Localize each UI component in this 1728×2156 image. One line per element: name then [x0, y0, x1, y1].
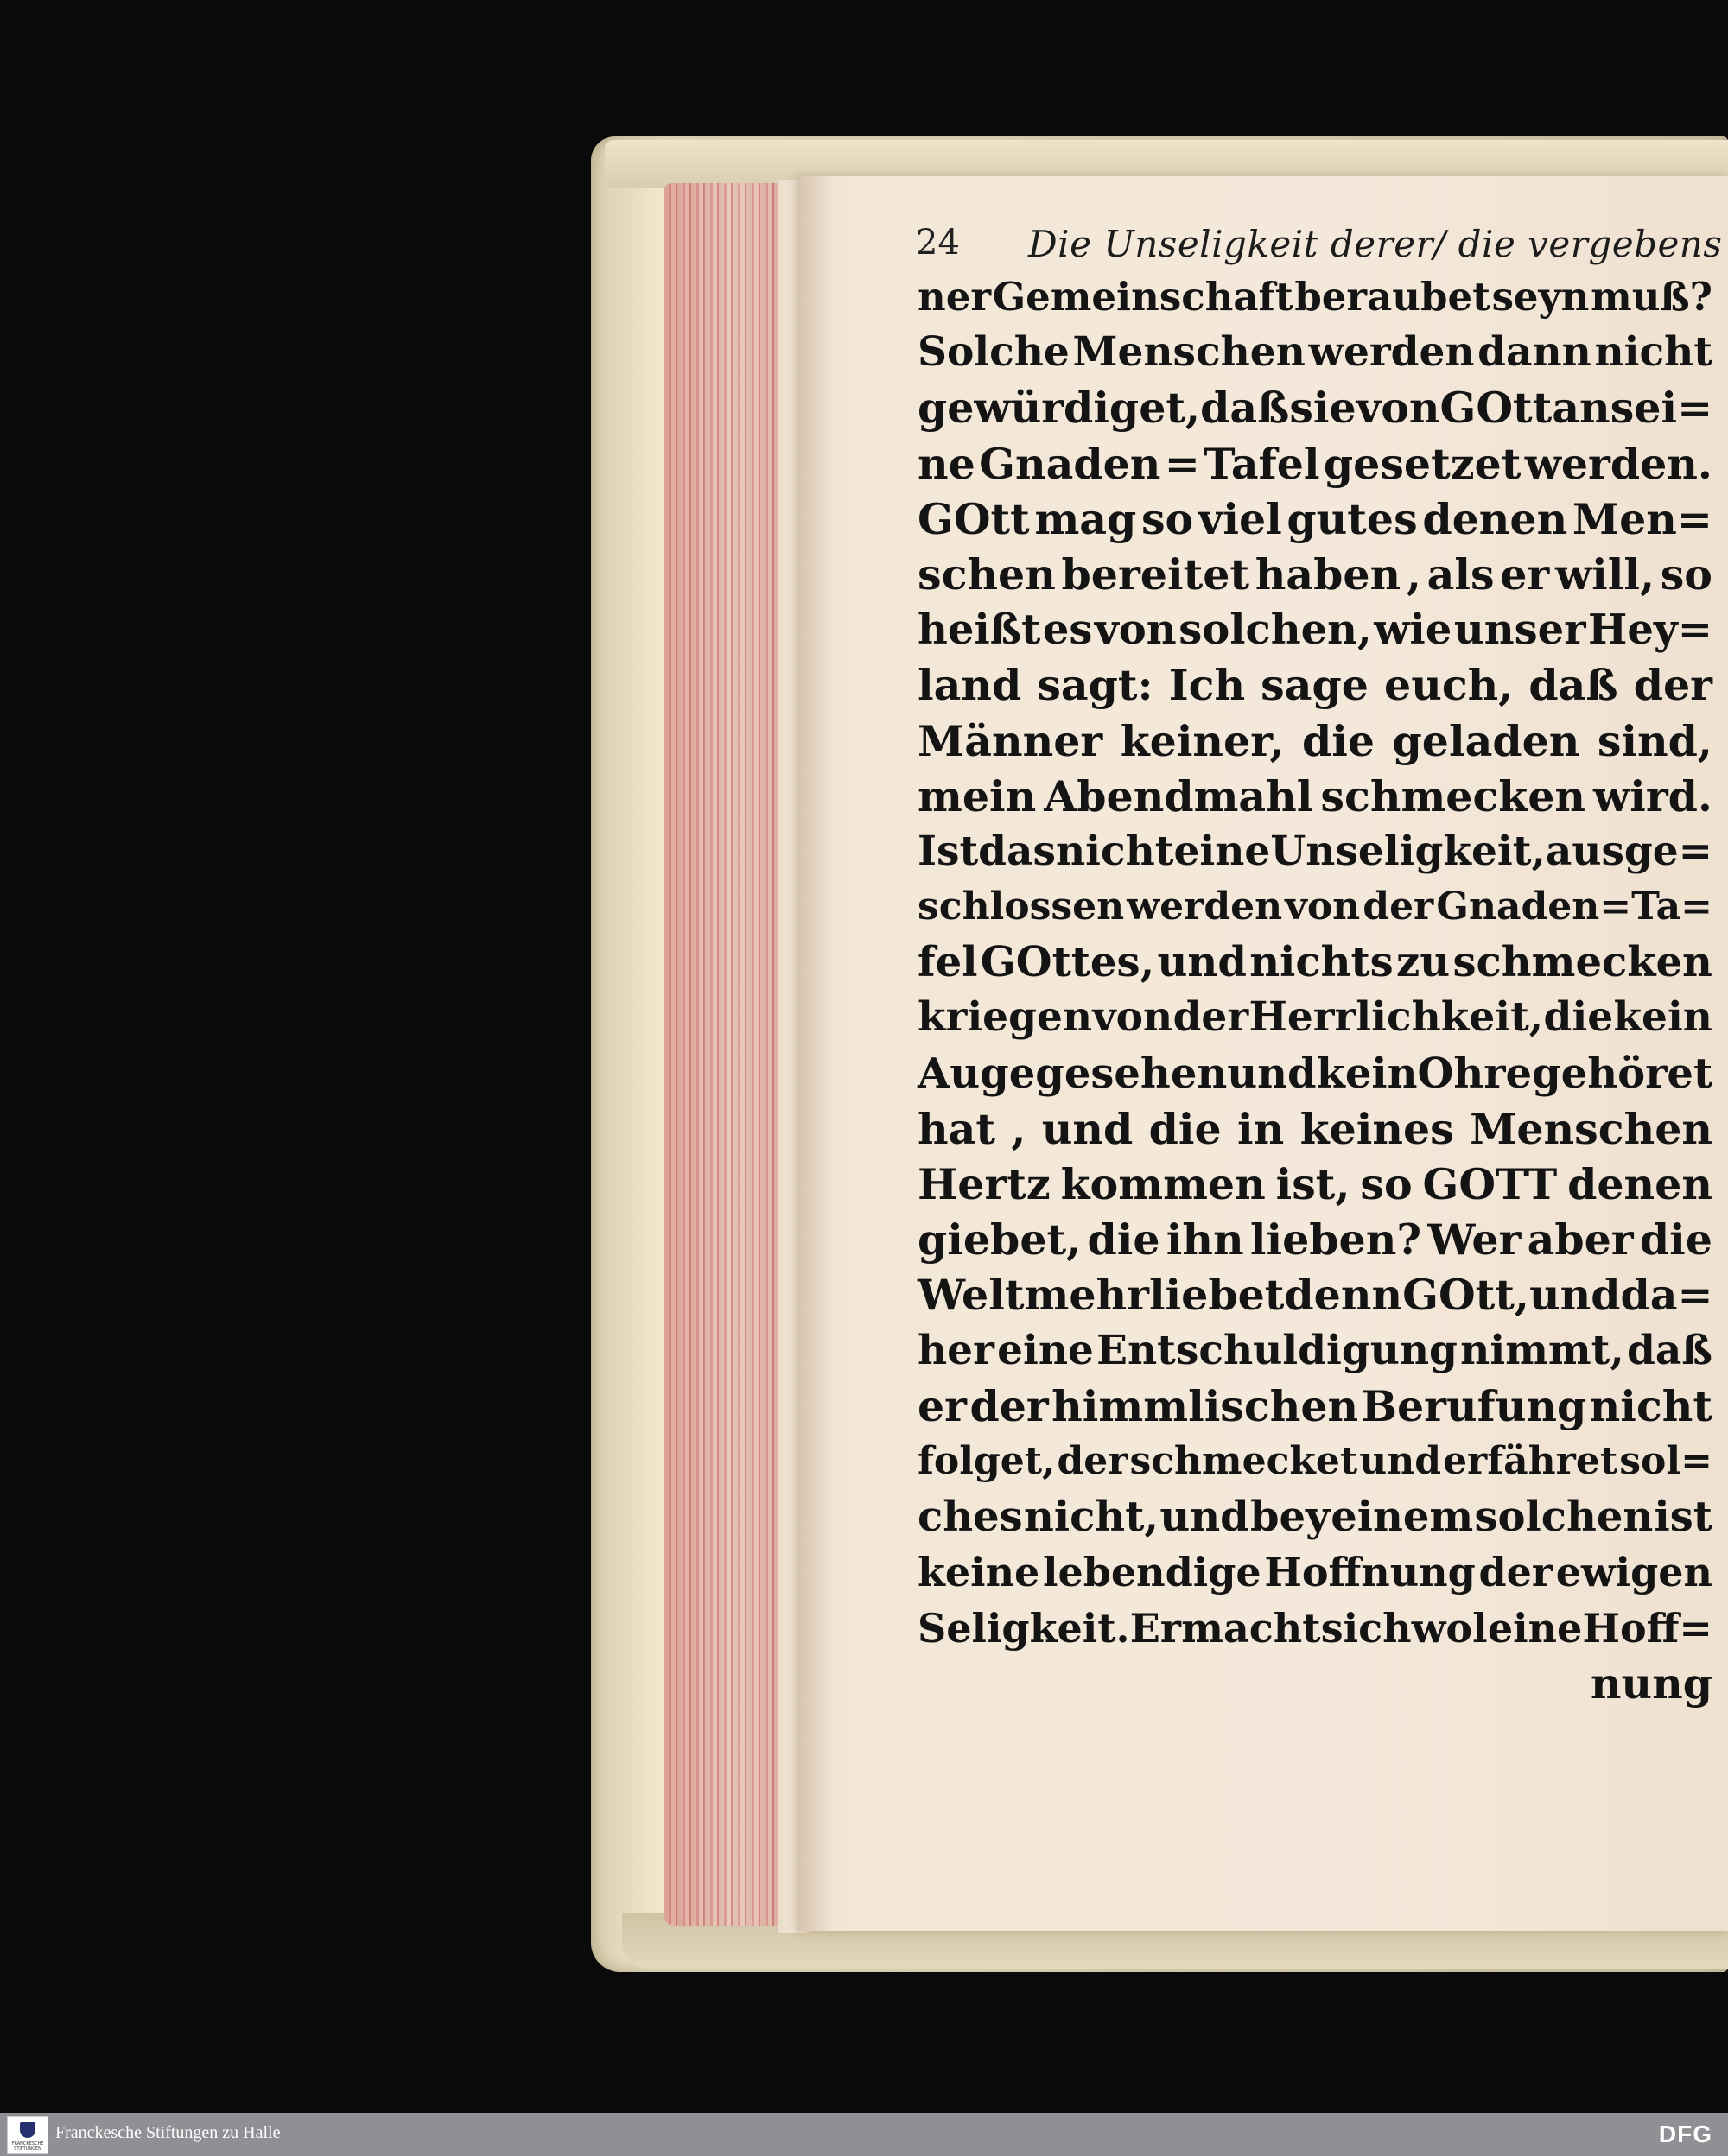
word: kommen — [1060, 1159, 1266, 1209]
word: Tafel — [1204, 438, 1320, 489]
word: Men= — [1572, 493, 1712, 544]
word: heißt — [918, 606, 1041, 655]
word: Hertz — [918, 1159, 1051, 1209]
word: sich — [1320, 1604, 1412, 1652]
text-line — [918, 1601, 1712, 1656]
word: der — [1057, 1438, 1128, 1483]
text-line — [918, 1101, 1712, 1157]
word: es — [1042, 606, 1093, 655]
word: von — [1285, 885, 1361, 929]
word: Wer — [1427, 1214, 1522, 1265]
word: von — [1092, 993, 1173, 1042]
word: Gemeinschaft — [992, 274, 1293, 320]
word: schlossen — [918, 885, 1125, 929]
text-line — [918, 657, 1712, 713]
word: liebet — [1148, 1270, 1285, 1321]
word: solchen, — [1178, 606, 1372, 655]
word: denn — [1284, 1270, 1403, 1321]
word: GOtt — [918, 493, 1030, 544]
word: keine — [918, 1549, 1040, 1596]
word: erfähret — [1443, 1438, 1618, 1483]
word: eine — [1173, 827, 1271, 875]
word: als — [1426, 549, 1495, 599]
word: so — [1140, 493, 1194, 544]
text-line — [918, 325, 1712, 380]
word: GOtt — [1439, 383, 1553, 434]
text-line — [918, 1489, 1712, 1544]
word: der — [969, 1380, 1049, 1431]
word: = — [1164, 438, 1200, 489]
text-line — [918, 270, 1712, 325]
word: solchen — [1474, 1493, 1654, 1542]
word: schmecket — [1129, 1438, 1358, 1483]
footer-bar — [0, 2113, 1728, 2156]
word: mehr — [1024, 1270, 1149, 1321]
word: giebet, — [918, 1214, 1082, 1265]
word: schmecken — [1320, 770, 1586, 821]
word: daß — [1528, 660, 1618, 711]
word: daß — [1200, 383, 1290, 434]
text-line — [918, 879, 1712, 935]
word: Gnaden=Ta= — [1436, 885, 1712, 929]
word: will, — [1554, 549, 1655, 599]
word: GOtt, — [1402, 1270, 1529, 1321]
word: ausge= — [1545, 827, 1713, 875]
word: Seligkeit. — [918, 1604, 1130, 1652]
word: die — [1148, 1103, 1222, 1154]
word: der — [1478, 1549, 1553, 1596]
word: GOttes, — [980, 938, 1155, 987]
word: schmecken — [1452, 938, 1712, 987]
word: Berufung — [1361, 1380, 1587, 1431]
word: die — [1087, 1214, 1160, 1265]
text-line — [918, 1212, 1712, 1267]
word: folget, — [918, 1438, 1056, 1483]
word: und — [1159, 1493, 1249, 1542]
word: Ohre — [1417, 1049, 1533, 1098]
text-line — [918, 1323, 1712, 1379]
text-line — [918, 713, 1712, 769]
word: macht — [1181, 1604, 1321, 1652]
word: keiner, — [1120, 715, 1285, 766]
word: wird. — [1593, 770, 1712, 821]
text-line — [918, 491, 1712, 547]
word: und — [1359, 1438, 1441, 1483]
institution-logo — [7, 2116, 48, 2154]
word: in — [1237, 1103, 1285, 1154]
word: gesetzet — [1323, 438, 1522, 489]
word: die — [1302, 715, 1375, 766]
text-line — [918, 436, 1712, 491]
word: sie — [1289, 383, 1356, 434]
word: denen — [1422, 493, 1568, 544]
text-line — [918, 824, 1712, 879]
word: werden. — [1524, 438, 1712, 489]
word: Hoffnung — [1264, 1549, 1476, 1596]
word: Ich — [1168, 660, 1246, 711]
word: muß? — [1591, 274, 1712, 320]
word: einem — [1331, 1493, 1474, 1542]
word: Herrlichkeit, — [1248, 993, 1544, 1042]
word: wol — [1411, 1604, 1488, 1652]
word: der — [1172, 993, 1249, 1042]
word: die — [1543, 993, 1614, 1042]
text-line — [918, 602, 1712, 657]
word: und — [1041, 1103, 1134, 1154]
word: an — [1552, 383, 1610, 434]
word: her — [918, 1326, 994, 1374]
word: Auge — [918, 1049, 1036, 1098]
word: so — [1660, 549, 1712, 599]
word: werden — [1127, 885, 1283, 929]
word: so — [1360, 1159, 1413, 1209]
word: nicht — [1594, 328, 1712, 377]
word: euch, — [1384, 660, 1514, 711]
word: von — [1094, 606, 1177, 655]
text-line — [918, 1267, 1712, 1322]
word: ches — [918, 1493, 1023, 1542]
word: der — [1633, 660, 1712, 711]
word: geladen — [1392, 715, 1580, 766]
word: mag — [1034, 493, 1137, 544]
word: Menschen — [1072, 328, 1306, 377]
word: viel — [1198, 493, 1282, 544]
word: GOTT — [1422, 1159, 1558, 1209]
word: schen — [918, 549, 1056, 599]
word: und — [1227, 1049, 1317, 1098]
text-line — [918, 380, 1712, 435]
word: sind, — [1597, 715, 1712, 766]
word: keines — [1299, 1103, 1454, 1154]
word: Welt — [918, 1270, 1025, 1321]
word: Hoff= — [1582, 1604, 1712, 1652]
word: Menschen — [1470, 1103, 1712, 1154]
word: kriegen — [918, 993, 1093, 1042]
word: daß — [1626, 1326, 1712, 1374]
word: Ist — [918, 827, 979, 875]
page-header — [916, 223, 1723, 275]
word: er — [1500, 549, 1550, 599]
institution-name: Franckesche Stiftungen zu Halle — [55, 2123, 281, 2142]
dfg-logo: DFG — [1658, 2121, 1712, 2147]
page-number: 24 — [916, 223, 960, 263]
word: sei= — [1610, 383, 1713, 434]
word: beraubet — [1294, 274, 1490, 320]
word: ist — [1654, 1493, 1712, 1542]
word: sol= — [1619, 1438, 1712, 1483]
text-line — [918, 547, 1712, 602]
word: nichts — [1249, 938, 1394, 987]
word: von — [1356, 383, 1440, 434]
body-text — [918, 270, 1712, 1711]
word: und — [1528, 1270, 1621, 1321]
word: bereitet — [1061, 549, 1250, 599]
word: aber — [1527, 1214, 1634, 1265]
word: ne — [918, 438, 975, 489]
word: kein — [1613, 993, 1712, 1042]
word: Hey= — [1587, 606, 1712, 655]
word: Abendmahl — [1044, 770, 1313, 821]
word: gesehen — [1035, 1049, 1228, 1098]
text-line — [918, 935, 1712, 990]
word: denen — [1567, 1159, 1712, 1209]
word: gehöret — [1532, 1049, 1713, 1098]
word: ewigen — [1555, 1549, 1712, 1596]
word: haben — [1255, 549, 1401, 599]
word: gutes — [1286, 493, 1418, 544]
word: hat — [918, 1103, 996, 1154]
word: ist, — [1275, 1159, 1350, 1209]
word: lebendige — [1043, 1549, 1261, 1596]
word: unser — [1453, 606, 1586, 655]
word: wie — [1374, 606, 1452, 655]
word: bey — [1249, 1493, 1330, 1542]
word: Männer — [918, 715, 1103, 766]
catchword: nung — [1590, 1658, 1712, 1709]
word: er — [918, 1380, 967, 1431]
text-line — [918, 1544, 1712, 1600]
word: ner — [918, 274, 992, 320]
word: , — [1011, 1103, 1026, 1154]
word: Solche — [918, 328, 1070, 377]
word: Unseligkeit, — [1270, 827, 1546, 875]
logo-emblem-icon — [20, 2122, 35, 2138]
catchword-line — [918, 1656, 1712, 1711]
word: , — [1406, 549, 1421, 599]
word: der — [1363, 885, 1434, 929]
word: zu — [1396, 938, 1451, 987]
word: dann — [1477, 328, 1591, 377]
word: die — [1639, 1214, 1712, 1265]
word: nicht, — [1023, 1493, 1159, 1542]
word: seyn — [1491, 274, 1590, 320]
word: Gnaden — [979, 438, 1161, 489]
word: Entschuldigung — [1096, 1326, 1458, 1374]
word: kein — [1316, 1049, 1418, 1098]
word: sagt: — [1037, 660, 1153, 711]
word: nimmt, — [1460, 1326, 1624, 1374]
word: nicht — [1055, 827, 1174, 875]
word: gewürdiget, — [918, 383, 1201, 434]
word: mein — [918, 770, 1037, 821]
word: eine — [1487, 1604, 1583, 1652]
text-line — [918, 1434, 1712, 1489]
word: land — [918, 660, 1022, 711]
word: da= — [1620, 1270, 1713, 1321]
word: eine — [997, 1326, 1094, 1374]
word: himmlischen — [1051, 1380, 1359, 1431]
word: lieben? — [1249, 1214, 1422, 1265]
text-line — [918, 990, 1712, 1045]
text-line — [918, 1379, 1712, 1434]
word: das — [978, 827, 1056, 875]
word: nicht — [1589, 1380, 1712, 1431]
word: fel — [918, 938, 978, 987]
word: sage — [1261, 660, 1369, 711]
word: Er — [1129, 1604, 1182, 1652]
text-line — [918, 1157, 1712, 1212]
word: ihn — [1166, 1214, 1244, 1265]
word: und — [1157, 938, 1247, 987]
word: werden — [1308, 328, 1475, 377]
running-head: Die Unseligkeit derer/ die vergebens — [1028, 223, 1723, 265]
text-line — [918, 769, 1712, 824]
logo-text: FRANCKESCHE STIFTUNGEN — [11, 2141, 44, 2152]
text-line — [918, 1046, 1712, 1101]
